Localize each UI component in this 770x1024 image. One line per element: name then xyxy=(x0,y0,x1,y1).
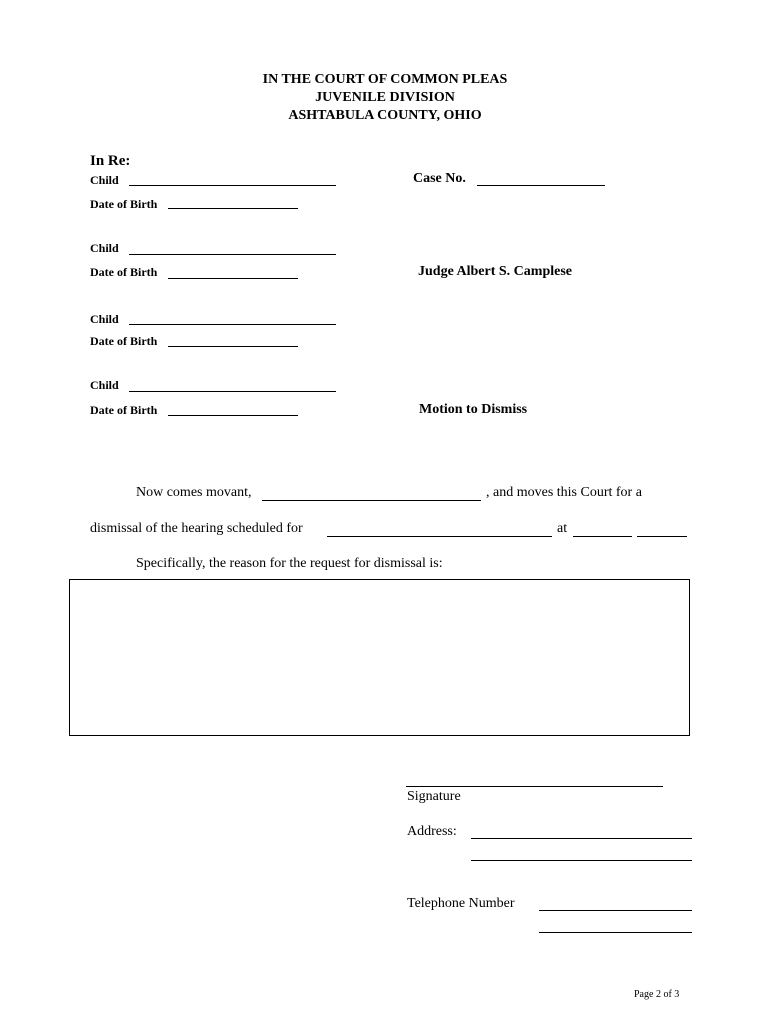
child-2-name-field[interactable] xyxy=(129,254,336,255)
child-4-label: Child xyxy=(90,378,119,392)
child-2-dob-field[interactable] xyxy=(168,278,298,279)
address-line-2-field[interactable] xyxy=(471,860,692,861)
case-no-label: Case No. xyxy=(413,171,466,186)
movant-intro-text: Now comes movant, xyxy=(136,485,252,500)
child-3-name-field[interactable] xyxy=(129,324,336,325)
signature-label: Signature xyxy=(407,789,461,804)
judge-name: Judge Albert S. Camplese xyxy=(418,264,572,279)
telephone-label: Telephone Number xyxy=(407,896,515,911)
child-3-label: Child xyxy=(90,312,119,326)
address-line-1-field[interactable] xyxy=(471,838,692,839)
reason-intro-text: Specifically, the reason for the request for dismissal is: xyxy=(136,556,443,571)
signature-field[interactable] xyxy=(406,786,663,787)
child-2-dob-label: Date of Birth xyxy=(90,265,158,279)
hearing-scheduled-text: dismissal of the hearing scheduled for xyxy=(90,521,303,536)
case-no-field[interactable] xyxy=(477,185,605,186)
child-3-dob-label: Date of Birth xyxy=(90,334,158,348)
movant-name-field[interactable] xyxy=(262,500,481,501)
child-1-name-field[interactable] xyxy=(129,185,336,186)
page-number: Page 2 of 3 xyxy=(634,989,680,1000)
child-4-dob-label: Date of Birth xyxy=(90,403,158,417)
moves-court-text: , and moves this Court for a xyxy=(486,485,642,500)
court-name: IN THE COURT OF COMMON PLEAS xyxy=(262,72,508,87)
division-name: JUVENILE DIVISION xyxy=(315,90,455,105)
address-label: Address: xyxy=(407,824,457,839)
child-4-name-field[interactable] xyxy=(129,391,336,392)
in-re-label: In Re: xyxy=(90,153,131,169)
telephone-line-2-field[interactable] xyxy=(539,932,692,933)
child-1-dob-label: Date of Birth xyxy=(90,197,158,211)
hearing-time-field[interactable] xyxy=(573,536,632,537)
child-1-label: Child xyxy=(90,173,119,187)
county-name: ASHTABULA COUNTY, OHIO xyxy=(288,108,482,123)
motion-title: Motion to Dismiss xyxy=(419,402,528,417)
at-text: at xyxy=(557,521,568,536)
child-2-label: Child xyxy=(90,241,119,255)
child-4-dob-field[interactable] xyxy=(168,415,298,416)
child-3-dob-field[interactable] xyxy=(168,346,298,347)
reason-textarea[interactable] xyxy=(69,579,690,736)
hearing-date-field[interactable] xyxy=(327,536,552,537)
hearing-ampm-field[interactable] xyxy=(637,536,687,537)
child-1-dob-field[interactable] xyxy=(168,208,298,209)
telephone-line-1-field[interactable] xyxy=(539,910,692,911)
